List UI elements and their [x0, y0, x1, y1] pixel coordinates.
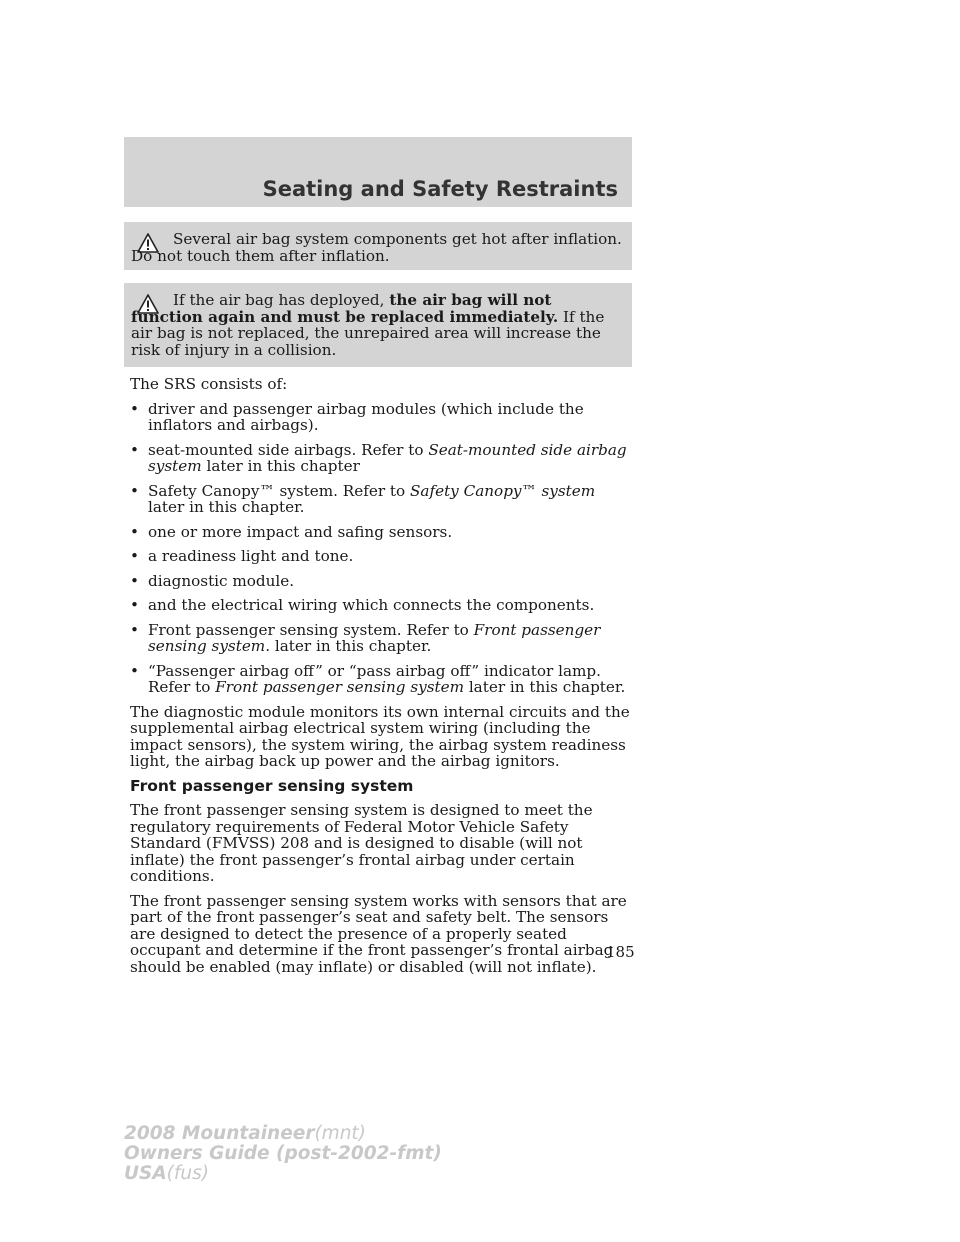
- section-heading: Front passenger sensing system: [130, 776, 414, 795]
- warning-box: [124, 222, 632, 270]
- document-footer: 2008 Mountaineer(mnt) Owners Guide (post-2002-fmt) USA(fus): [124, 1123, 442, 1184]
- list-item: • diagnostic module.: [130, 571, 295, 590]
- list-item: • and the electrical wiring which connects the components.: [130, 596, 595, 614]
- list-item: • “Passenger airbag off” or “pass airbag off” indicator lamp. Refer to Front passenger sensing system later in this chapter.: [130, 661, 626, 696]
- section-title: Seating and Safety Restraints: [262, 177, 618, 201]
- section-header-bar: [124, 137, 632, 207]
- page-content: [130, 376, 632, 983]
- warning-text: If the air bag has deployed, the air bag will not function again and must be replaced immediately. If the air bag is not replaced, the unrepaired area will increase the risk of injury in a collision.: [131, 291, 605, 359]
- diagnostic-paragraph: The diagnostic module monitors its own internal circuits and the supplemental airbag electrical system wiring (including the impact sensors), the system wiring, the airbag system readiness light, the airbag back up power and the airbag ignitors.: [130, 702, 630, 770]
- warning-text: Several air bag system components get hot after inflation. Do not touch them after inflation.: [131, 230, 622, 265]
- list-item: • seat-mounted side airbags. Refer to Seat-mounted side airbag system later in this chapter: [130, 440, 627, 475]
- list-item: • one or more impact and safing sensors.: [130, 522, 453, 541]
- page-number: 185: [606, 943, 635, 961]
- list-item: • Safety Canopy™ system. Refer to Safety Canopy™ system later in this chapter.: [130, 481, 596, 516]
- cross-reference: Front passenger sensing system.: [148, 620, 601, 655]
- body-paragraph: The front passenger sensing system is designed to meet the regulatory requirements of Federal Motor Vehicle Safety Standard (FMVSS) 208 and is designed to disable (will not inflate) the front passenger’s frontal airbag under certain conditions.: [130, 801, 593, 885]
- list-item: • Front passenger sensing system. Refer to Front passenger sensing system. later in this chapter.: [130, 620, 601, 655]
- cross-reference: Safety Canopy™ system: [410, 481, 596, 500]
- cross-reference: Seat-mounted side airbag system: [148, 440, 627, 475]
- list-item: • a readiness light and tone.: [130, 547, 354, 565]
- warning-box: [124, 283, 632, 367]
- cross-reference: Front passenger sensing system: [215, 678, 464, 696]
- srs-component-list: [130, 401, 632, 696]
- srs-intro: The SRS consists of:: [130, 375, 288, 393]
- list-item: • driver and passenger airbag modules (which include the inflators and airbags).: [130, 399, 584, 434]
- body-paragraph: The front passenger sensing system works with sensors that are part of the front passenger’s seat and safety belt. The sensors are designed to detect the presence of a properly seated occupant and determine if the front passenger’s frontal airbag should be enabled (may inflate) or disabled (will not inflate).: [130, 891, 627, 976]
